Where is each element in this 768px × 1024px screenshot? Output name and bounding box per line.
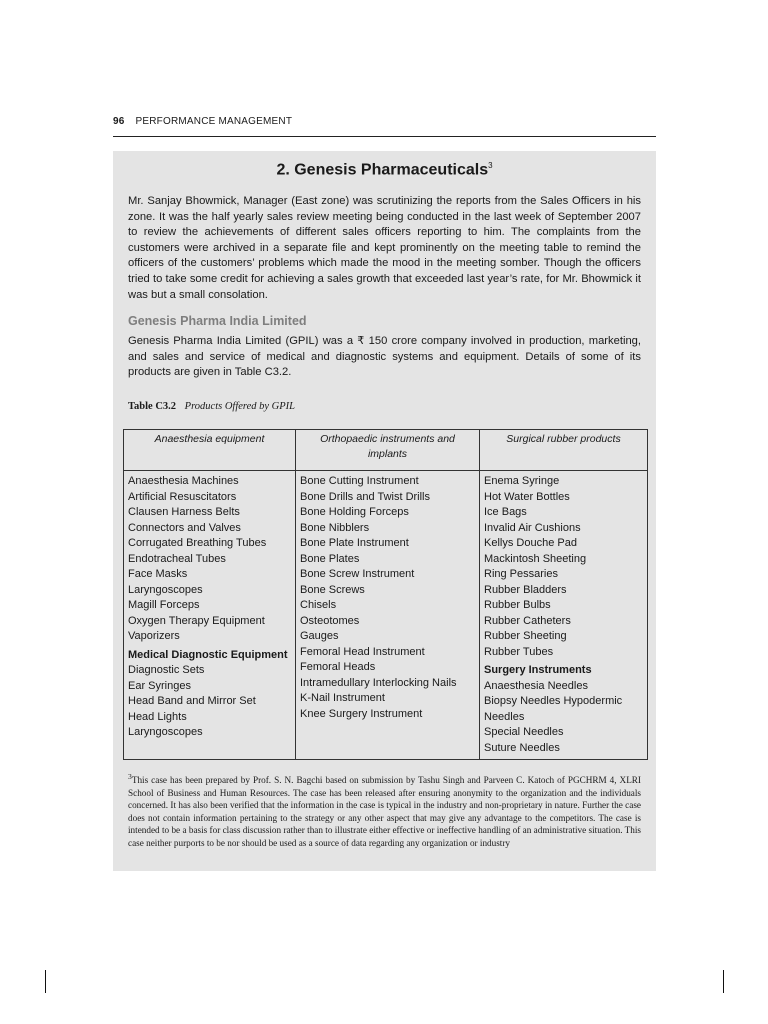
list-item: Magill Forceps (128, 599, 200, 611)
gpil-paragraph: Genesis Pharma India Limited (GPIL) was a ₹ 150 crore company involved in production, marketing, and sales and service of medical and diagnostic systems and equipment. Details of some of its products are given in Table C3.2. (128, 335, 641, 379)
list-item: Bone Screw Instrument (300, 568, 415, 580)
crop-mark-right (723, 970, 724, 993)
orthopaedic-column (296, 471, 480, 760)
list-item: Chisels (300, 599, 337, 611)
list-item: Biopsy Needles Hypodermic Needles (484, 695, 623, 723)
list-item: K-Nail Instrument (300, 692, 385, 704)
list-item: Face Masks (128, 568, 188, 580)
list-item: Bone Holding Forceps (300, 506, 409, 518)
list-item: Rubber Bladders (484, 583, 567, 596)
list-item: Gauges (300, 630, 339, 642)
table-caption (128, 401, 295, 412)
products-table (123, 429, 648, 760)
list-item: Bone Nibblers (300, 521, 370, 534)
running-header (113, 116, 656, 127)
table-body-row (124, 471, 648, 760)
case-title-text: 2. Genesis Pharmaceuticals (276, 161, 489, 179)
column-header: Anaesthesia equipment (124, 430, 296, 471)
list-item: Femoral Heads (300, 661, 376, 673)
list-item: Head Band and Mirror Set (128, 695, 256, 707)
list-item: Enema Syringe (484, 475, 560, 487)
list-item: Clausen Harness Belts (128, 506, 240, 518)
list-item: Femoral Head Instrument (300, 645, 425, 658)
crop-mark-left (45, 970, 46, 993)
list-item: Mackintosh Sheeting (484, 552, 587, 565)
footnote-marker: 3 (488, 161, 493, 170)
list-item: Rubber Catheters (484, 614, 571, 627)
anaesthesia-column (124, 471, 296, 760)
list-item: Laryngoscopes (128, 583, 203, 596)
list-item: Intramedullary Interlocking Nails (300, 676, 457, 689)
case-study-box (113, 151, 656, 871)
table-header-row (124, 430, 648, 471)
list-item: Vaporizers (128, 630, 180, 642)
intro-paragraph: Mr. Sanjay Bhowmick, Manager (East zone) was scrutinizing the reports from the Sales Officers in his zone. It was the half yearly sales review meeting being conducted in the last week of September 2007 to review the achievements of different sales officers reporting to him. The complaints from the customers were archived in a separate file and kept prominently on the meeting table to remind the officers of the customers’ problems which made the mood in the meeting somber. Though the officers tried to take some credit for achieving a sales growth that exceeded last year’s rate, for Mr. Bhowmick it was but a small consolation. (128, 195, 641, 301)
list-item: Connectors and Valves (128, 521, 241, 534)
list-item: Head Lights (128, 710, 187, 723)
list-item: Diagnostic Sets (128, 664, 205, 676)
list-item: Bone Screws (300, 583, 365, 596)
footnote-text: This case has been prepared by Prof. S. N. Bagchi based on submission by Tashu Singh and Parveen C. Katoch of PGCHRM 4, XLRI School of Business and Human Resources. The case has been released after ensuring anonymity to the organization and the individuals concerned. It has also been verified that the information in the case is typical in the industry and non-proprietary in nature. Further the case does not contain information pertaining to the strategy or any other aspect that may give any advantage to the competitors. The case is intended to be a basis for class discussion rather than to illustrate either effective or ineffective handling of an administrative situation. This case neither purports to be nor should be used as a source of data regarding any organization or industry (128, 775, 641, 848)
subcategory-heading: Medical Diagnostic Equipment (128, 648, 288, 661)
list-item: Endotracheal Tubes (128, 552, 226, 565)
list-item: Anaesthesia Machines (128, 475, 239, 487)
list-item: Ring Pessaries (484, 568, 558, 580)
list-item: Ice Bags (484, 506, 527, 518)
running-title: PERFORMANCE MANAGEMENT (135, 116, 293, 127)
page-number: 96 (113, 116, 125, 127)
list-item: Knee Surgery Instrument (300, 707, 423, 720)
table-title: Products Offered by GPIL (184, 401, 295, 412)
footnote-number: 3 (128, 772, 132, 781)
list-item: Bone Plates (300, 552, 360, 565)
column-header: Surgical rubber products (480, 430, 648, 471)
list-item: Oxygen Therapy Equipment (128, 614, 265, 627)
list-item: Suture Needles (484, 741, 560, 754)
footnote (128, 771, 641, 849)
list-item: Laryngoscopes (128, 726, 203, 738)
list-item: Anaesthesia Needles (484, 679, 588, 692)
case-title (113, 161, 656, 179)
list-item: Hot Water Bottles (484, 490, 570, 503)
list-item: Rubber Sheeting (484, 630, 567, 642)
subcategory-heading: Surgery Instruments (484, 664, 592, 676)
list-item: Bone Drills and Twist Drills (300, 490, 431, 503)
list-item: Osteotomes (300, 614, 360, 627)
list-item: Bone Plate Instrument (300, 537, 409, 549)
surgical-rubber-column (480, 471, 648, 760)
header-rule (113, 136, 656, 137)
list-item: Rubber Bulbs (484, 599, 551, 611)
column-header: Orthopaedic instruments and implants (296, 430, 480, 471)
list-item: Invalid Air Cushions (484, 521, 581, 534)
list-item: Kellys Douche Pad (484, 537, 577, 549)
list-item: Rubber Tubes (484, 645, 554, 658)
list-item: Ear Syringes (128, 679, 191, 692)
table-number: Table C3.2 (128, 401, 177, 412)
list-item: Corrugated Breathing Tubes (128, 537, 267, 549)
list-item: Artificial Resuscitators (128, 490, 237, 503)
list-item: Bone Cutting Instrument (300, 475, 419, 487)
list-item: Special Needles (484, 726, 564, 738)
section-subheading: Genesis Pharma India Limited (128, 314, 307, 328)
